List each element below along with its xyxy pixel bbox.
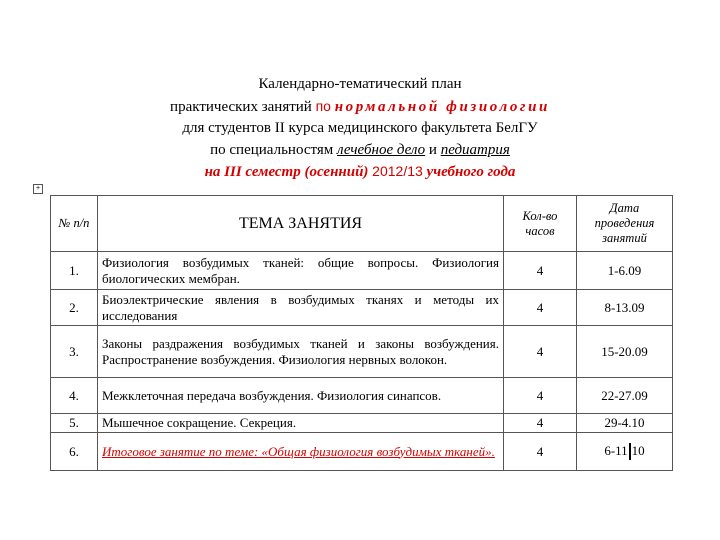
row-topic: Законы раздражения возбудимых тканей и законы возбуждения. Распространение возбуждения. Физиология нервных волокон. — [98, 326, 504, 378]
row-topic: Итоговое занятие по теме: «Общая физиология возбудимых тканей». — [98, 433, 504, 471]
header-line-specialties: по специальностям лечебное дело и педиатрия — [210, 141, 510, 158]
header-line-semester: на III семестр (осенний) 2012/13 учебного года — [204, 163, 516, 180]
document-header — [0, 74, 720, 184]
row-hours: 4 — [504, 433, 577, 471]
specialty-1: лечебное дело — [336, 141, 426, 158]
row-num: 1. — [51, 252, 98, 290]
row-date[interactable] — [577, 433, 673, 471]
specialty-2: педиатрия — [440, 141, 510, 158]
header-line-students: для студентов II курса медицинского факультета БелГУ — [182, 120, 538, 136]
row-hours: 4 — [504, 414, 577, 433]
header-hours: Кол-во часов — [504, 196, 577, 252]
row-num: 2. — [51, 290, 98, 326]
row-topic: Мышечное сокращение. Секреция. — [98, 414, 504, 433]
row-num: 5. — [51, 414, 98, 433]
row-date: 15-20.09 — [577, 326, 673, 378]
subject-name: нормальной физиологии — [334, 98, 550, 115]
row-date: 8-13.09 — [577, 290, 673, 326]
table-row — [51, 326, 673, 378]
row-date: 1-6.09 — [577, 252, 673, 290]
header-topic: ТЕМА ЗАНЯТИЯ — [98, 196, 504, 252]
row-topic: Межклеточная передача возбуждения. Физиология синапсов. — [98, 378, 504, 414]
table-row — [51, 414, 673, 433]
row-topic: Биоэлектрические явления в возбудимых тканях и методы их исследования — [98, 290, 504, 326]
table-header-row — [51, 196, 673, 252]
table-row — [51, 378, 673, 414]
row-date: 22-27.09 — [577, 378, 673, 414]
schedule-table — [50, 195, 673, 471]
row-hours: 4 — [504, 290, 577, 326]
row-num: 6. — [51, 433, 98, 471]
header-num: № п/п — [51, 196, 98, 252]
table-row — [51, 290, 673, 326]
table-row — [51, 433, 673, 471]
row-date-part-a: 6-11 — [604, 442, 628, 458]
header-date: Дата проведения занятий — [577, 196, 673, 252]
table-move-handle-icon[interactable]: + — [33, 184, 43, 194]
text-cursor — [629, 443, 631, 460]
row-date-part-b: 10 — [631, 442, 645, 458]
header-title: Календарно-тематический план — [258, 76, 462, 92]
row-num: 4. — [51, 378, 98, 414]
header-line-subject: практических занятий по нормальной физиологии — [170, 97, 550, 115]
row-date: 29-4.10 — [577, 414, 673, 433]
row-hours: 4 — [504, 378, 577, 414]
row-hours: 4 — [504, 252, 577, 290]
table-row — [51, 252, 673, 290]
row-num: 3. — [51, 326, 98, 378]
row-topic: Физиология возбудимых тканей: общие вопросы. Физиология биологических мембран. — [98, 252, 504, 290]
semester: на III семестр (осенний) — [204, 164, 369, 180]
row-hours: 4 — [504, 326, 577, 378]
academic-year: 2012/13 — [372, 163, 423, 179]
